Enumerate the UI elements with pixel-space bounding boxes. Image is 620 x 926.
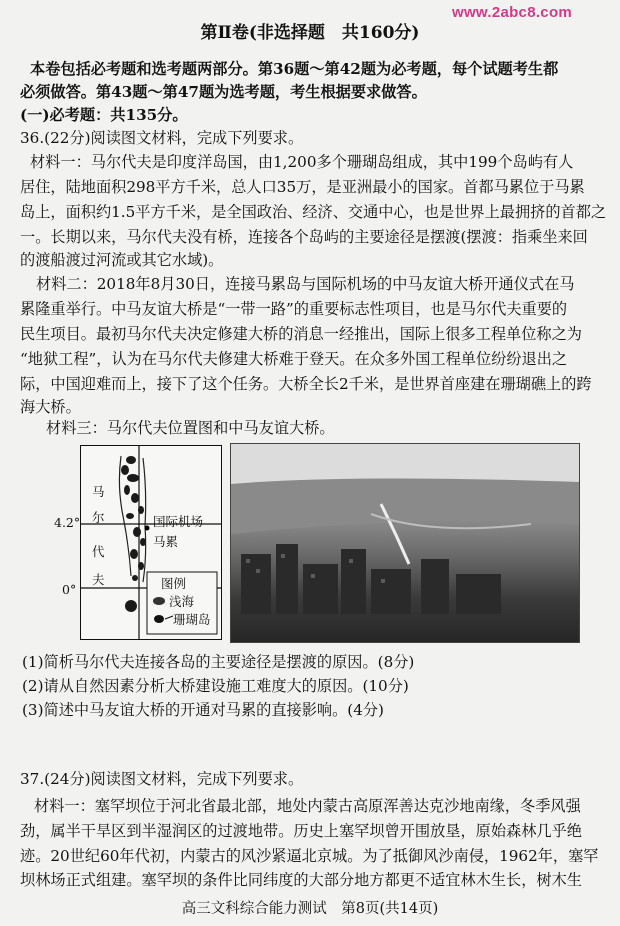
q37-material1-line: 劲，属半干旱区到半湿润区的过渡地带。历史上塞罕坝曾开围放垦，原始森林几乎绝 [20, 822, 582, 840]
maldives-location-map [80, 445, 222, 640]
map-male-label: 马累 [153, 534, 179, 549]
map-country-char: 马 [92, 484, 105, 499]
map-legend-title: 图例 [161, 576, 187, 591]
q36-material2-line: 海大桥。 [20, 398, 81, 416]
intro-line-2: 必须做答。第43题～第47题为选考题，考生根据要求做答。 [20, 83, 427, 101]
q36-material2-line: 累隆重举行。中马友谊大桥是“一带一路”的重要标志性项目，也是马尔代夫重要的 [20, 300, 568, 318]
q36-material2-line: 民生项目。最初马尔代夫决定修建大桥的消息一经推出，国际上很多工程单位称之为 [20, 325, 582, 343]
map-airport-label: 国际机场 [153, 514, 204, 529]
q36-material3-caption: 材料三：马尔代夫位置图和中马友谊大桥。 [46, 419, 335, 437]
q37-material1-line: 材料一：塞罕坝位于河北省最北部，地处内蒙古高原浑善达克沙地南缘，冬季风强 [34, 797, 581, 815]
q36-material1-line: 居住，陆地面积298平方千米，总人口35万，是亚洲最小的国家。首都马累位于马累 [20, 178, 585, 196]
q37-material1-line: 迹。20世纪60年代初，内蒙古的风沙紧逼北京城。为了抵御风沙南侵，1962年，塞罕 [20, 847, 599, 865]
intro-line-1: 本卷包括必考题和选考题两部分。第36题～第42题为必考题，每个试题考生都 [30, 60, 559, 78]
q36-question: (1)简析马尔代夫连接各岛的主要途径是摆渡的原因。(8分) [22, 653, 415, 671]
q36-material1-line: 一。长期以来，马尔代夫没有桥，连接各个岛屿的主要途径是摆渡(摆渡：指乘坐来回 [20, 228, 588, 246]
map-country-char: 夫 [92, 572, 105, 587]
q37-material1-line: 坝林场正式组建。塞罕坝的条件比同纬度的大部分地方都更不适宜林木生长，树木生 [20, 871, 582, 889]
bridge-photo-graphics [231, 444, 579, 642]
q36-heading: 36.(22分)阅读图文材料，完成下列要求。 [20, 129, 304, 147]
map-lat-top: 4.2° [54, 515, 81, 530]
q36-material1-line: 的渡船渡过河流或其它水域)。 [20, 251, 224, 269]
q36-question: (3)简述中马友谊大桥的开通对马累的直接影响。(4分) [22, 701, 384, 719]
page-footer: 高三文科综合能力测试 第8页(共14页) [181, 901, 439, 917]
q36-material2-line: “地狱工程”，认为在马尔代夫修建大桥难于登天。在众多外国工程单位纷纷退出之 [20, 350, 568, 368]
q36-question: (2)请从自然因素分析大桥建设施工难度大的原因。(10分) [22, 677, 409, 695]
intro-line-3: (一)必考题：共135分。 [20, 106, 188, 124]
q37-heading: 37.(24分)阅读图文材料，完成下列要求。 [20, 770, 304, 788]
map-lat-zero: 0° [62, 582, 77, 597]
map-country-char: 代 [92, 544, 105, 559]
map-legend-coral: 珊瑚岛 [173, 612, 211, 627]
bridge-aerial-photo [230, 443, 580, 643]
map-legend-shallow: 浅海 [169, 594, 195, 609]
q36-material2-line: 际，中国迎难而上，接下了这个任务。大桥全长2千米，是世界首座建在珊瑚礁上的跨 [20, 375, 592, 393]
section-header: 第Ⅱ卷(非选择题 共160分) [200, 23, 420, 43]
map-country-char: 尔 [92, 510, 105, 525]
q36-material1-line: 材料一：马尔代夫是印度洋岛国，由1,200多个珊瑚岛组成，其中199个岛屿有人 [30, 153, 574, 171]
q36-material1-line: 岛上，面积约1.5平方千米，是全国政治、经济、交通中心，也是世界上最拥挤的首都之 [20, 203, 607, 221]
watermark-text: www.2abc8.com [452, 4, 573, 21]
q36-material2-line: 材料二：2018年8月30日，连接马累岛与国际机场的中马友谊大桥开通仪式在马 [36, 275, 575, 293]
